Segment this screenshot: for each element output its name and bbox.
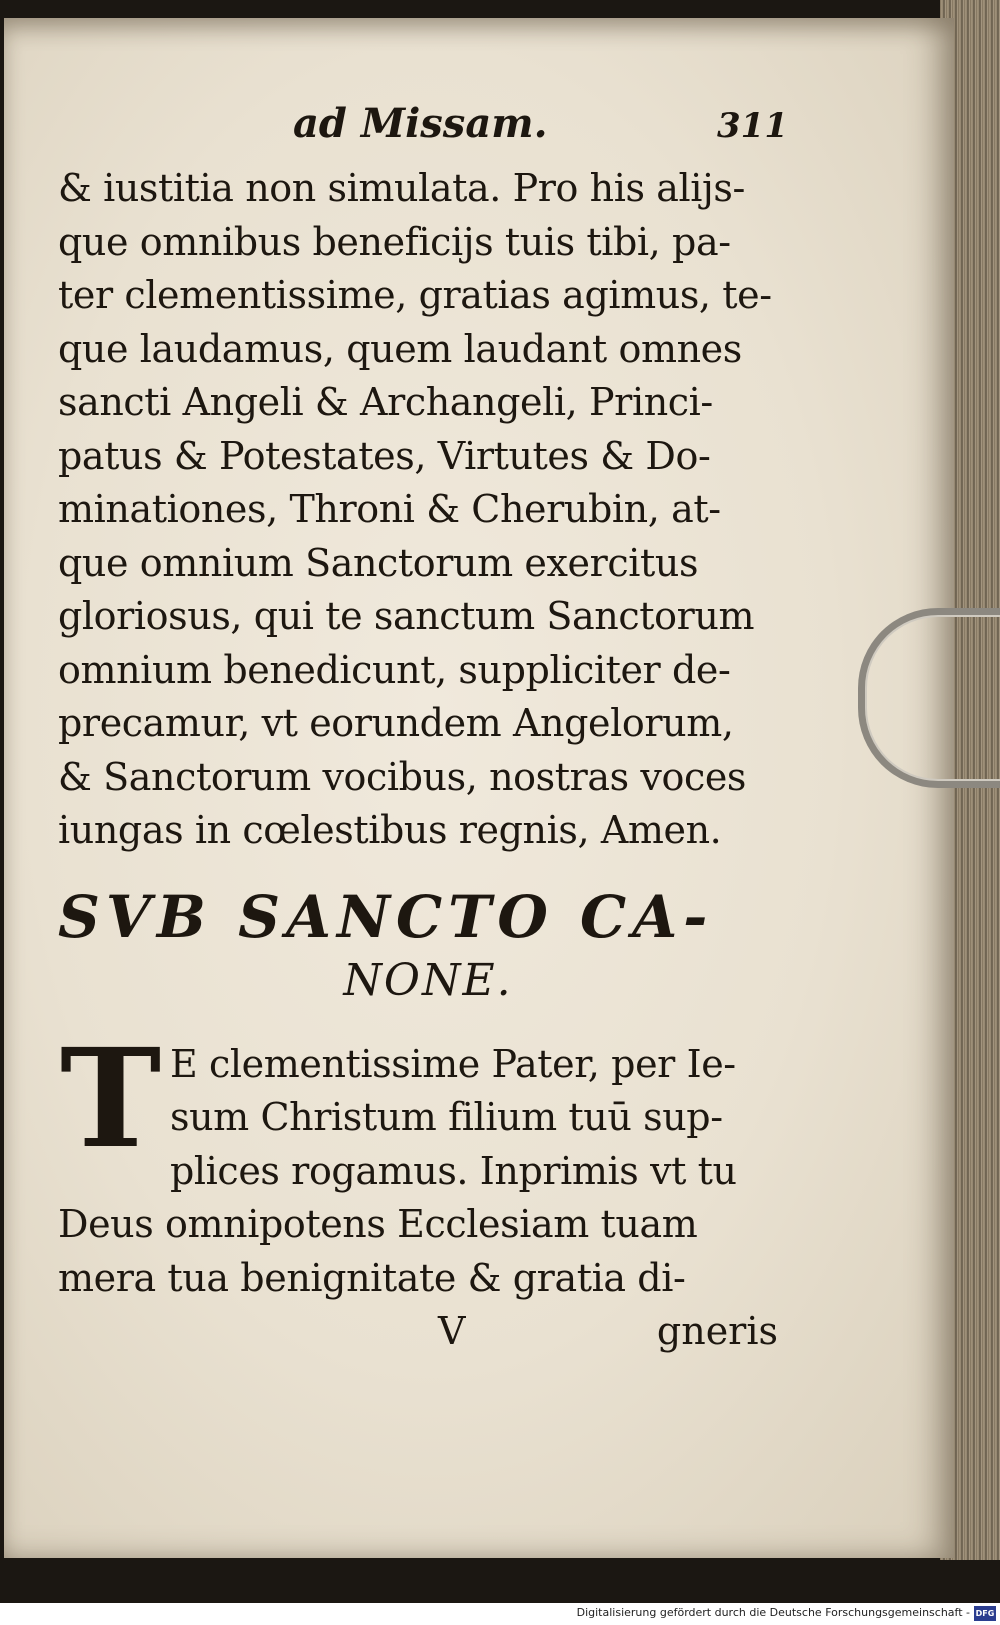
text-line: Deus omnipotens Ecclesiam tuam	[58, 1202, 698, 1246]
text-line: que laudamus, quem laudant omnes	[58, 326, 742, 371]
text-block	[58, 100, 788, 1361]
text-line: E clementissime Pater, per Ie-	[170, 1041, 736, 1086]
section-heading-line-1: SVB SANCTO CA-	[58, 882, 714, 951]
text-line: gloriosus, qui te sanctum Sanctorum	[58, 594, 755, 638]
paragraph-1	[58, 162, 778, 858]
text-line: mera tua benignitate & gratia di-	[58, 1255, 686, 1300]
page-header	[58, 100, 788, 162]
text-line: omnium benedicunt, suppliciter de-	[58, 647, 731, 692]
section-heading-line-2: NONE.	[343, 954, 513, 1006]
page-footer	[58, 1305, 778, 1361]
text-line: plices rogamus. Inprimis vt tu	[170, 1148, 737, 1193]
dfg-logo-icon: DFG	[974, 1606, 996, 1621]
drop-cap: T	[60, 1018, 162, 1179]
paragraph-2	[58, 1018, 778, 1306]
text-line: & Sanctorum vocibus, nostras voces	[58, 754, 747, 799]
page-number: 311	[717, 106, 788, 146]
text-line: patus & Potestates, Virtutes & Do-	[58, 433, 711, 478]
catchword: gneris	[656, 1309, 778, 1353]
text-line: ter clementissime, gratias agimus, te-	[58, 273, 772, 317]
text-line: sum Christum filium tuū sup-	[170, 1095, 723, 1139]
text-line: que omnibus beneficijs tuis tibi, pa-	[58, 219, 731, 264]
text-line: iungas in cœlestibus regnis, Amen.	[58, 808, 722, 852]
digitization-credit: Digitalisierung gefördert durch die Deutsche Forschungsgemeinschaft -	[576, 1606, 970, 1619]
text-line: precamur, vt eorundem Angelorum,	[58, 701, 734, 745]
text-line: que omnium Sanctorum exercitus	[58, 540, 699, 585]
text-line: & iustitia non simulata. Pro his alijs-	[58, 166, 745, 210]
signature-mark: V	[438, 1309, 466, 1353]
page-clip	[858, 608, 1000, 788]
text-line: minationes, Throni & Cherubin, at-	[58, 487, 721, 531]
text-line: sancti Angeli & Archangeli, Princi-	[58, 380, 713, 424]
credit-bar	[0, 1603, 1000, 1625]
running-head: ad Missam.	[293, 100, 548, 147]
